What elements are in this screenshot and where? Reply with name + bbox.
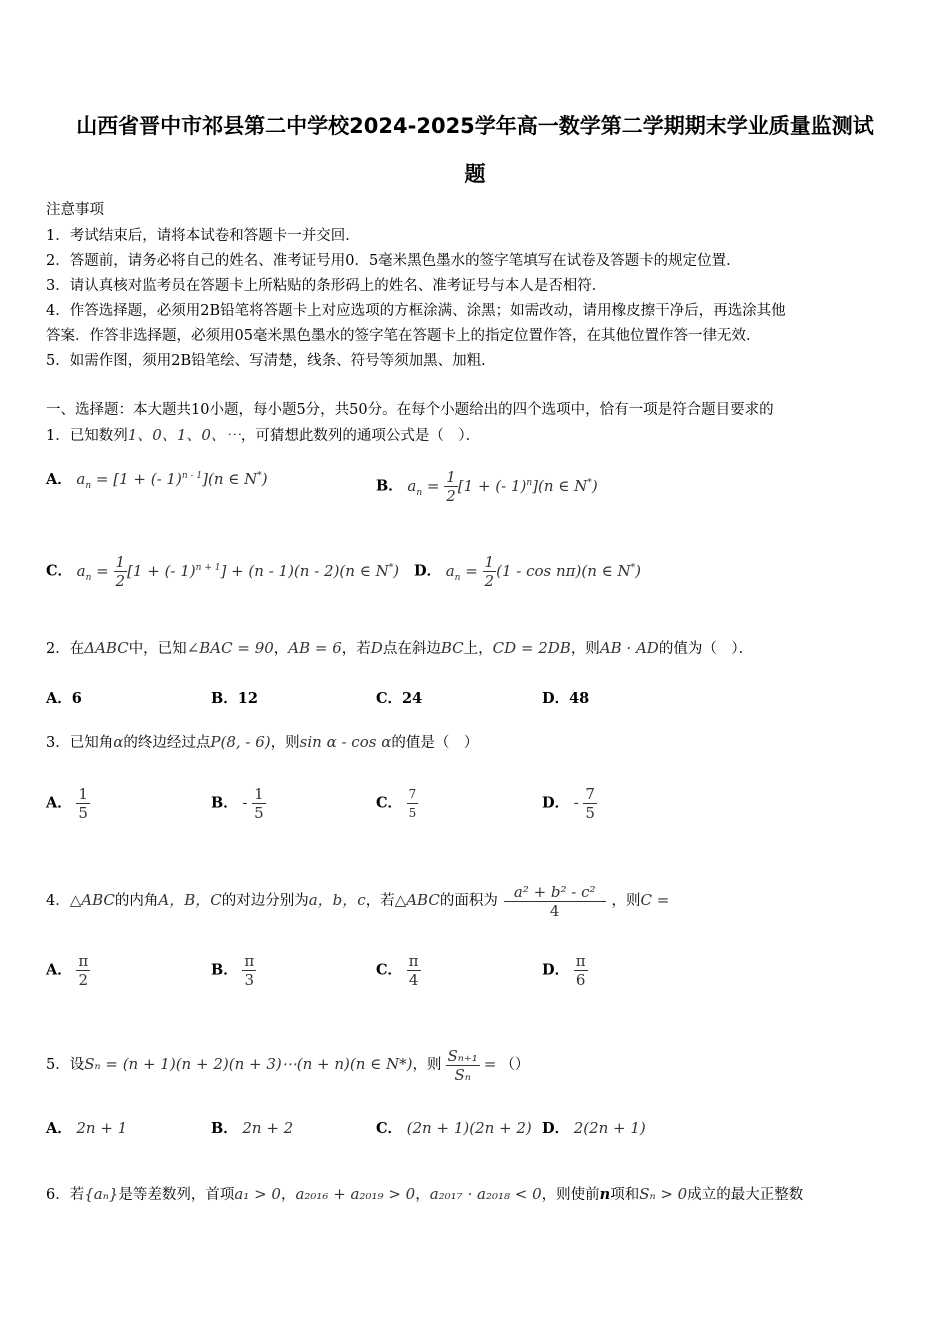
q5-option-a-value: 2n + 1	[76, 1119, 128, 1137]
q3-math: α	[113, 733, 124, 751]
q6-math: a₁ > 0	[234, 1185, 281, 1203]
q4-option-c-fraction	[407, 952, 421, 989]
q2-option-c[interactable]: C．24	[376, 690, 423, 707]
frac-den: 2	[78, 971, 89, 989]
q5-text: （）	[500, 1057, 530, 1073]
q3-text: ，则	[270, 735, 300, 751]
q3-stem	[46, 732, 478, 753]
q3-option-a-label: A．	[46, 794, 72, 812]
q2-option-b[interactable]: B．12	[211, 690, 258, 707]
q4-text: 的对边分别为	[221, 893, 309, 909]
q4-text: ，若	[365, 893, 395, 909]
q3-option-a-fraction	[76, 785, 90, 822]
q2-math: ΔABC	[84, 639, 129, 657]
q4-option-c[interactable]	[376, 952, 421, 989]
q6-math: {aₙ}	[84, 1185, 119, 1203]
q2-text: 上，	[463, 641, 493, 657]
q2-math: CD = 2DB	[492, 639, 571, 657]
q6-math: a₂₀₁₇ · a₂₀₁₈ < 0	[429, 1185, 542, 1203]
frac-den: 6	[575, 971, 586, 989]
q5-option-d[interactable]	[542, 1117, 646, 1138]
q1-option-d-formula: $a_n$ = $\frac{1}{2}$ (1 - cos nπ)(n ∈ N*)	[445, 553, 641, 590]
q6-text: 是等差数列，首项	[118, 1187, 235, 1203]
q1-option-a-formula: $a_n = [1$ + (- 1)$^{n - 1}$](n ∈ N*)	[76, 470, 268, 491]
q2-math: D	[370, 639, 383, 657]
q4-option-c-label: C．	[376, 961, 403, 979]
q1-option-a[interactable]	[46, 468, 268, 491]
q4-option-a[interactable]	[46, 952, 90, 989]
notice-item: 3．请认真核对监考员在答题卡上所粘贴的条形码上的姓名、准考证号与本人是否相符．	[46, 278, 607, 294]
q4-option-d-label: D．	[542, 961, 570, 979]
notice-item: 4．作答选择题，必须用2B铅笔将答题卡上对应选项的方框涂满、涂黑；如需改动，请用橡皮擦干净后，再选涂其他	[46, 303, 786, 319]
frac-den: Sₙ	[454, 1065, 471, 1084]
frac-num: Sₙ₊₁	[447, 1046, 478, 1065]
q6-math: a₂₀₁₆ + a₂₀₁₉ > 0	[295, 1185, 416, 1203]
q1-stem-b: ，可猜想此数列的通项公式是（ ）．	[240, 428, 481, 444]
q2-option-d[interactable]: D．48	[542, 690, 590, 707]
frac-num: 7	[585, 785, 595, 803]
q3-option-b-fraction	[252, 785, 266, 822]
q5-option-c-label: C．	[376, 1120, 403, 1137]
q2-text: 点在斜边	[382, 641, 441, 657]
q2-stem	[46, 638, 753, 659]
q3-option-a[interactable]	[46, 785, 90, 822]
q6-text: ，	[415, 1187, 430, 1203]
frac-num: π	[408, 952, 419, 970]
q2-text: 的值为（ ）．	[658, 641, 754, 657]
frac-num: a² + b² - c²	[504, 883, 606, 902]
q5-option-d-label: D．	[542, 1120, 570, 1137]
frac-den: 3	[244, 971, 255, 989]
q6-text: 成立的最大正整数	[687, 1187, 804, 1203]
q3-option-c-fraction	[407, 785, 419, 822]
q6-math: Sₙ > 0	[639, 1185, 688, 1203]
q5-ratio-fraction	[446, 1047, 480, 1084]
q1-option-d-label: D．	[414, 562, 442, 580]
q5-math: Sₙ = (n + 1)(n + 2)(n + 3)⋯(n + n)(n ∈ N*)	[84, 1055, 413, 1073]
q2-math: BC	[440, 639, 464, 657]
frac-num: π	[575, 952, 586, 970]
exam-title-line2-wrap	[30, 160, 920, 188]
q1-option-b-formula: $a_n$ = $\frac{1}{2}$ [1 + (- 1)$^n$](n ∈ N*)	[407, 468, 598, 505]
frac-den: 5	[585, 804, 595, 822]
frac-num: 7	[407, 785, 419, 804]
frac-den: 5	[254, 804, 264, 822]
q6-text: 6．若	[46, 1187, 85, 1203]
q3-option-c[interactable]	[376, 785, 418, 822]
q3-option-d-label: D．	[542, 794, 570, 812]
q6-text: ，	[280, 1187, 296, 1203]
q4-stem	[46, 872, 669, 929]
q4-math: △ABC	[69, 891, 115, 909]
notice-item: 1．考试结束后，请将本试卷和答题卡一并交回．	[46, 228, 360, 244]
q2-text: ，则	[570, 641, 600, 657]
q4-option-b-fraction	[242, 952, 256, 989]
q2-text: 中，已知	[128, 641, 187, 657]
exam-title-line1: 山西省晋中市祁县第二中学校2024-2025学年高一数学第二学期期末学业质量监测试	[76, 114, 874, 138]
q5-option-a-label: A．	[46, 1120, 72, 1137]
q5-stem	[46, 1036, 529, 1093]
q1-sequence: 1、0、1、0、⋯	[127, 426, 241, 444]
q1-option-c-label: C．	[46, 562, 73, 580]
q1-option-c-formula: $a_n$ = $\frac{1}{2}$ [1 + (- 1)$^{n + 1}$] + (n - 1)(n - 2)(n ∈ N*)	[76, 553, 400, 590]
q4-option-b-label: B．	[211, 961, 238, 979]
q3-option-d-fraction	[583, 785, 597, 822]
notice-item: 2．答题前，请务必将自己的姓名、准考证号用0．5毫米黑色墨水的签字笔填写在试卷及答题卡的规定位置．	[46, 253, 741, 269]
q6-stem	[46, 1184, 803, 1205]
section-header: 一、选择题：本大题共10小题，每小题5分，共50分。在每个小题给出的四个选项中，恰有一项是符合题目要求的	[46, 402, 774, 418]
q1-stem-a: 1．已知数列	[46, 428, 128, 444]
q3-option-c-label: C．	[376, 794, 403, 812]
q3-option-b-label: B．	[211, 794, 238, 812]
frac-num: π	[78, 952, 89, 970]
q5-text: ，则	[412, 1057, 442, 1073]
q1-stem	[46, 425, 480, 446]
q3-text: 的值是（ ）	[391, 735, 479, 751]
frac-num: π	[244, 952, 255, 970]
frac-den: 5	[78, 804, 88, 822]
q4-option-d-fraction	[574, 952, 588, 989]
q2-text: ，	[273, 641, 289, 657]
frac-den: 5	[408, 806, 417, 820]
notice-item: 5．如需作图，须用2B铅笔绘、写清楚，线条、符号等须加黑、加粗．	[46, 353, 496, 369]
q2-text: 2．在	[46, 641, 85, 657]
q1-option-b[interactable]	[376, 468, 598, 505]
q4-option-b[interactable]	[211, 952, 256, 989]
q4-area-fraction	[504, 883, 606, 920]
q4-math: a，b，c	[308, 891, 366, 909]
q3-text: 3．已知角	[46, 735, 114, 751]
q4-option-a-label: A．	[46, 961, 72, 979]
q4-math: C =	[640, 891, 670, 909]
q2-math: AB = 6	[288, 639, 342, 657]
notice-item: 答案．作答非选择题，必须用05毫米黑色墨水的签字笔在答题卡上的指定位置作答，在其他位置作答一律无效．	[46, 328, 761, 344]
frac-num: 1	[78, 785, 88, 803]
q5-text: 5．设	[46, 1057, 85, 1073]
q5-option-c-value: (2n + 1)(2n + 2)	[406, 1119, 532, 1137]
q2-option-a[interactable]: A．6	[46, 690, 82, 707]
frac-den: 4	[549, 901, 560, 920]
q2-text: ，若	[341, 641, 371, 657]
notice-heading: 注意事项	[46, 202, 104, 218]
q3-math: P(8, - 6)	[210, 733, 271, 751]
q4-text: 的内角	[114, 893, 159, 909]
q5-option-a[interactable]	[46, 1117, 127, 1138]
exam-title-line2: 题	[464, 162, 486, 186]
q5-option-d-value: 2(2n + 1)	[573, 1119, 646, 1137]
q5-option-b-label: B．	[211, 1120, 238, 1137]
q1-option-a-label: A．	[46, 471, 72, 488]
q5-option-c[interactable]	[376, 1117, 532, 1138]
q3-option-d[interactable]	[542, 785, 597, 822]
q6-text: ，则使前	[541, 1187, 600, 1203]
q4-text: ，则	[611, 893, 641, 909]
q4-math: △ABC	[394, 891, 440, 909]
q1-option-d[interactable]	[414, 553, 641, 590]
q5-equals: =	[483, 1055, 497, 1073]
q5-option-b-value: 2n + 2	[242, 1119, 294, 1137]
q5-option-b[interactable]	[211, 1117, 293, 1138]
q1-option-c[interactable]	[46, 553, 399, 590]
q6-n: n	[599, 1186, 611, 1203]
q2-math: AB · AD	[599, 639, 659, 657]
q3-option-b[interactable]	[211, 785, 266, 822]
q4-option-d[interactable]	[542, 952, 588, 989]
q2-math: ∠BAC = 90	[186, 639, 274, 657]
q4-option-a-fraction	[76, 952, 90, 989]
exam-title	[30, 112, 920, 140]
frac-num: 1	[254, 785, 264, 803]
q4-text: 的面积为	[439, 893, 498, 909]
q6-text: 项和	[610, 1187, 640, 1203]
q3-text: 的终边经过点	[123, 735, 211, 751]
q1-option-b-label: B．	[376, 477, 403, 495]
frac-den: 4	[408, 971, 419, 989]
q3-option-b-sign: -	[242, 793, 248, 812]
q3-math: sin α - cos α	[299, 733, 392, 751]
q3-option-d-sign: -	[573, 793, 579, 812]
q4-math: A，B，C	[158, 891, 222, 909]
q4-text: 4．	[46, 893, 70, 909]
